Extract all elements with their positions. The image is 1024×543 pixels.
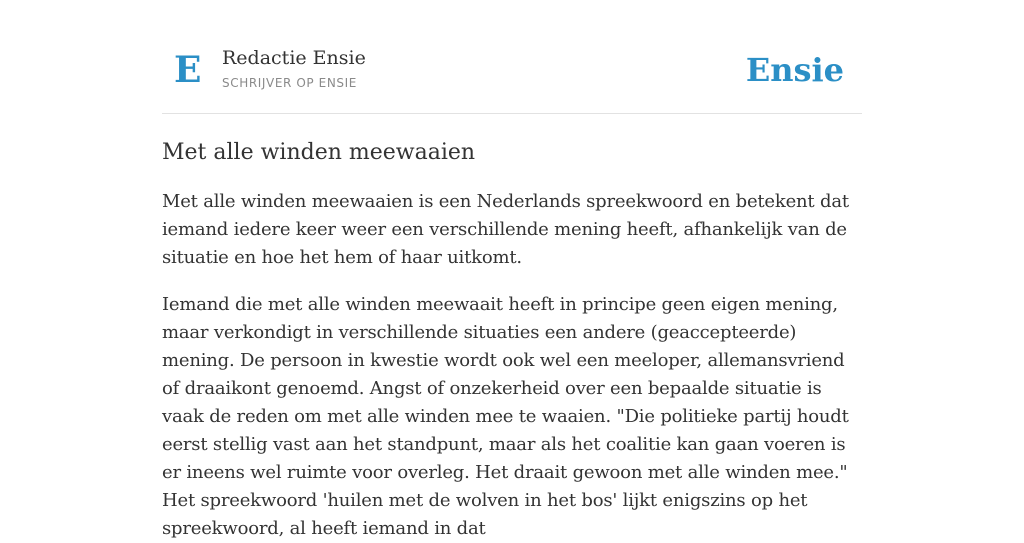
ensie-logo[interactable]: Ensie (745, 51, 844, 89)
article-page (162, 0, 862, 543)
author-role: SCHRIJVER OP ENSIE (222, 76, 357, 90)
author-header (162, 0, 862, 114)
author-name[interactable]: Redactie Ensie (222, 47, 366, 69)
article-paragraph-2: Iemand die met alle winden meewaait heeft in principe geen eigen mening, maar verkondigt in verschillende situaties een andere (geaccepteerde) mening. De persoon in kwestie wordt ook wel een meeloper, allemansvriend of draaikont genoemd. Angst of onzekerheid over een bepaalde situatie is vaak de reden om met alle winden mee te waaien. "Die politieke partij houdt eerst stellig vast aan het standpunt, maar als het coalitie kan gaan voeren is er ineens wel ruimte voor overleg. Het draait gewoon met alle winden mee." Het spreekwoord 'huilen met de wolven in het bos' lijkt enigszins op het spreekwoord, al heeft iemand in dat (162, 294, 849, 539)
article-title: Met alle winden meewaaien (162, 140, 476, 165)
author-logo[interactable]: E (174, 49, 202, 91)
article-paragraph-1: Met alle winden meewaaien is een Nederlands spreekwoord en betekent dat iemand iedere keer weer een verschillende mening heeft, afhankelijk van de situatie en hoe het hem of haar uitkomt. (162, 191, 849, 268)
